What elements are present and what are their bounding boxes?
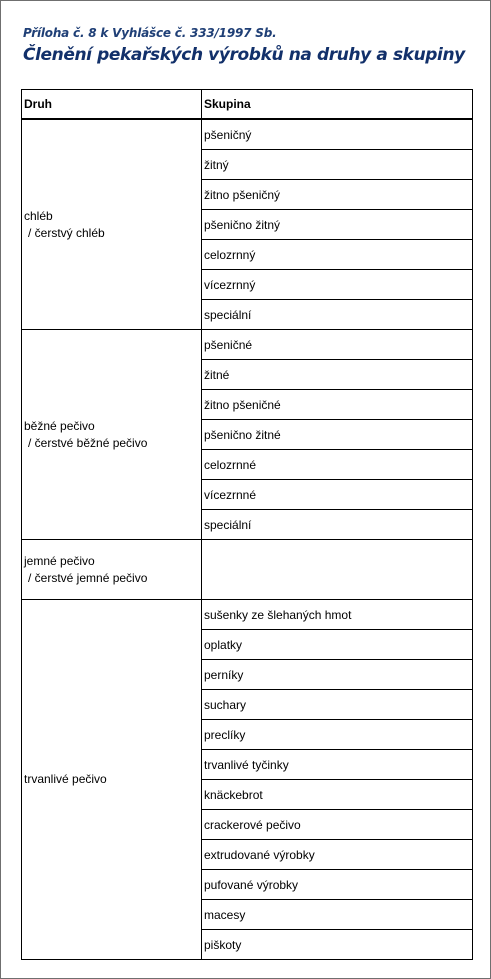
skupina-cell: piškoty xyxy=(202,930,473,960)
skupina-cell: žitný xyxy=(202,150,473,180)
skupina-cell: vícezrnný xyxy=(202,270,473,300)
skupina-cell: extrudované výrobky xyxy=(202,840,473,870)
column-header-druh: Druh xyxy=(22,90,202,120)
skupina-cell: perníky xyxy=(202,660,473,690)
druh-cell xyxy=(22,330,202,540)
skupina-cell: speciální xyxy=(202,300,473,330)
skupina-cell: oplatky xyxy=(202,630,473,660)
skupina-cell: pšenično žitné xyxy=(202,420,473,450)
skupina-cell: preclíky xyxy=(202,720,473,750)
druh-cell xyxy=(22,119,202,330)
druh-label: chléb xyxy=(24,208,53,223)
skupina-cell: pšeničné xyxy=(202,330,473,360)
druh-fresh-label: / čerstvé jemné pečivo xyxy=(28,570,148,585)
skupina-cell: pšenično žitný xyxy=(202,210,473,240)
druh-label: trvanlivé pečivo xyxy=(24,772,107,786)
table-row xyxy=(22,540,473,600)
skupina-cell: speciální xyxy=(202,510,473,540)
skupina-cell: pšeničný xyxy=(202,119,473,150)
skupina-cell: knäckebrot xyxy=(202,780,473,810)
druh-fresh-label: / čerstvé běžné pečivo xyxy=(28,435,148,450)
classification-table xyxy=(21,89,473,960)
druh-fresh-label: / čerstvý chléb xyxy=(28,225,105,240)
table-row xyxy=(22,330,473,360)
skupina-cell: žitno pšeničné xyxy=(202,390,473,420)
skupina-cell: žitno pšeničný xyxy=(202,180,473,210)
column-header-skupina: Skupina xyxy=(202,90,473,120)
document-subtitle: Příloha č. 8 k Vyhlášce č. 333/1997 Sb. xyxy=(23,26,277,40)
skupina-cell: trvanlivé tyčinky xyxy=(202,750,473,780)
table-row xyxy=(22,119,473,150)
skupina-cell: macesy xyxy=(202,900,473,930)
druh-cell xyxy=(22,600,202,960)
skupina-cell: sušenky ze šlehaných hmot xyxy=(202,600,473,630)
skupina-cell: suchary xyxy=(202,690,473,720)
skupina-cell: pufované výrobky xyxy=(202,870,473,900)
druh-cell xyxy=(22,540,202,600)
skupina-cell: celozrnný xyxy=(202,240,473,270)
document-title: Členění pekařských výrobků na druhy a skupiny xyxy=(23,45,465,65)
druh-label: jemné pečivo xyxy=(24,553,95,568)
skupina-cell xyxy=(202,540,473,600)
skupina-cell: vícezrnné xyxy=(202,480,473,510)
skupina-cell: žitné xyxy=(202,360,473,390)
table-header-row xyxy=(22,90,473,120)
table-body xyxy=(22,119,473,960)
skupina-cell: crackerové pečivo xyxy=(202,810,473,840)
druh-label: běžné pečivo xyxy=(24,418,95,433)
skupina-cell: celozrnné xyxy=(202,450,473,480)
table-row xyxy=(22,600,473,630)
